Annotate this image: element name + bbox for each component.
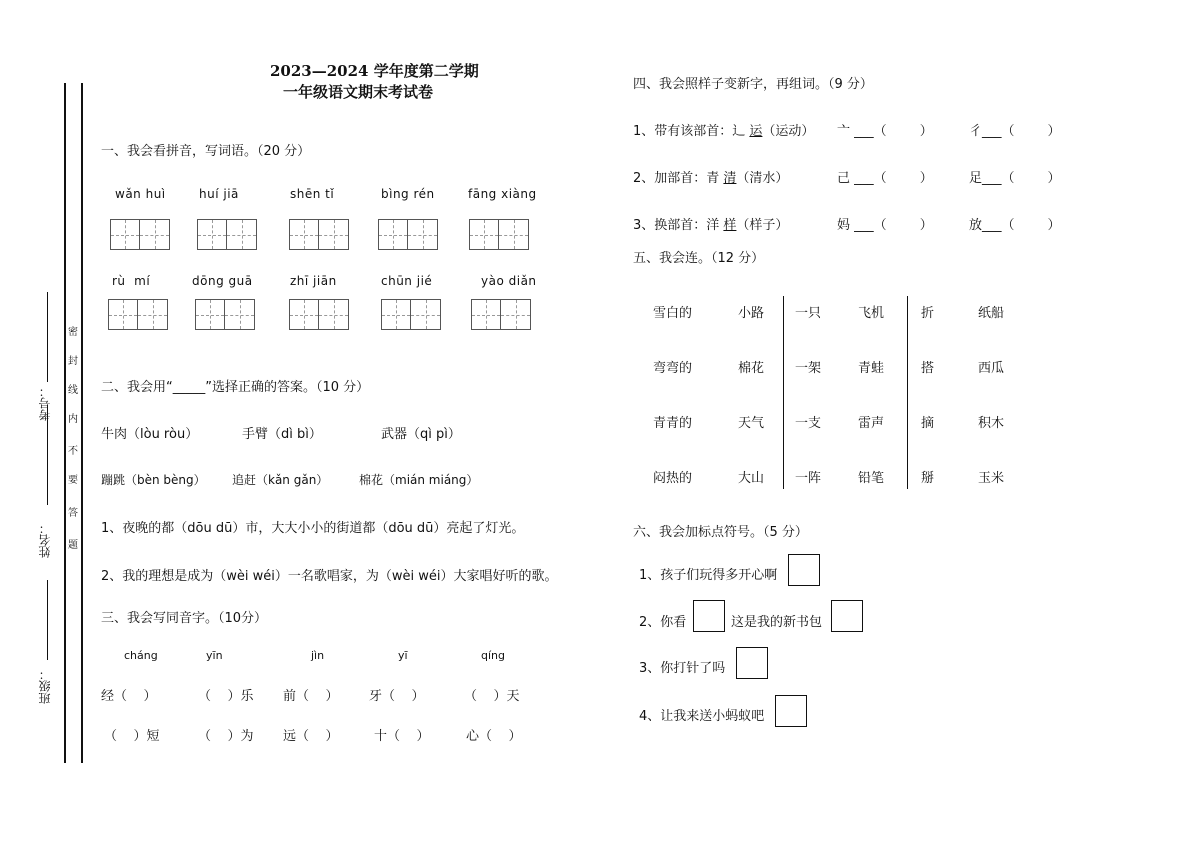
homophone-blank-row1[interactable]: 经（ ） (101, 689, 157, 704)
choice-item-5[interactable]: 追赶（kǎn gǎn） (232, 473, 329, 487)
seal-char: 不 (68, 446, 78, 457)
choice-item-6[interactable]: 棉花（mián miáng） (359, 473, 479, 487)
choice-item-2[interactable]: 手臂（dì bì） (242, 427, 322, 442)
punct-box-2b[interactable] (831, 600, 863, 632)
char-grid-row1[interactable] (197, 219, 257, 250)
pinyin-row1: fāng xiàng (468, 187, 537, 201)
punct-line-4: 4、让我来送小蚂蚁吧 (639, 709, 765, 724)
choice-item-1[interactable]: 牛肉（lòu ròu） (101, 427, 199, 442)
choice-sentence-2[interactable]: 2、我的理想是成为（wèi wéi）一名歌唱家，为（wèi wéi）大家唱好听的歌。 (101, 569, 558, 584)
pinyin-row1: huí jiā (199, 187, 239, 201)
char-grid-row2[interactable] (289, 299, 349, 330)
char-grid-row2[interactable] (195, 299, 255, 330)
punct-box-2a[interactable] (693, 600, 725, 632)
match-word-c2[interactable]: 大山 (738, 471, 765, 486)
homophone-pinyin: cháng (124, 649, 158, 662)
match-word-c4[interactable]: 铅笔 (858, 471, 885, 486)
grid-cell[interactable] (472, 300, 501, 329)
choice-item-4[interactable]: 蹦跳（bèn bèng） (101, 473, 206, 487)
match-word-c1[interactable]: 闷热的 (653, 471, 693, 486)
match-word-c5[interactable]: 搭 (921, 361, 935, 376)
radical-example: 清 (723, 171, 737, 186)
char-grid-row1[interactable] (110, 219, 170, 250)
grid-cell[interactable] (501, 300, 530, 329)
radical-blank-b[interactable]: 彳___（ ） (969, 124, 1061, 139)
match-word-c2[interactable]: 天气 (738, 416, 765, 431)
number-label: 考号： (38, 385, 52, 421)
exam-title-line1: 2023—2024 学年度第二学期 (270, 62, 479, 80)
grid-cell[interactable] (227, 220, 256, 249)
grid-cell[interactable] (290, 300, 319, 329)
homophone-pinyin: yīn (206, 649, 223, 662)
homophone-blank-row1[interactable]: （ ）天 (464, 689, 520, 704)
grid-cell[interactable] (379, 220, 408, 249)
match-word-c3[interactable]: 一阵 (795, 471, 822, 486)
radical-example: 样 (723, 218, 737, 233)
radical-example-word: （运动） (762, 124, 815, 139)
punct-line-2b: 这是我的新书包 (731, 615, 823, 630)
radical-prefix: 1、带有该部首：辶 (633, 124, 750, 139)
homophone-pinyin: qíng (481, 649, 505, 662)
grid-cell[interactable] (111, 220, 140, 249)
margin-line-outer (64, 83, 66, 763)
match-word-c6[interactable]: 西瓜 (978, 361, 1005, 376)
grid-cell[interactable] (198, 220, 227, 249)
char-grid-row1[interactable] (289, 219, 349, 250)
grid-cell[interactable] (499, 220, 528, 249)
radical-prefix: 3、换部首：洋 (633, 218, 724, 233)
section1-heading: 一、我会看拼音，写词语。（20 分） (101, 144, 311, 159)
section3-heading: 三、我会写同音字。（10分） (101, 611, 268, 626)
margin-line-inner (81, 83, 83, 763)
homophone-blank-row2[interactable]: 远（ ） (283, 729, 339, 744)
pinyin-row1: bìng rén (381, 187, 435, 201)
seal-char: 封 (68, 356, 78, 367)
homophone-pinyin: yī (398, 649, 408, 662)
radical-line (633, 167, 788, 186)
grid-cell[interactable] (319, 300, 348, 329)
exam-title-line2: 一年级语文期末考试卷 (283, 83, 434, 101)
radical-example-word: （清水） (736, 171, 789, 186)
seal-char: 题 (68, 540, 78, 551)
radical-blank-b[interactable]: 足___（ ） (969, 171, 1061, 186)
homophone-blank-row1[interactable]: 牙（ ） (369, 689, 425, 704)
radical-line (633, 120, 814, 139)
radical-example: 运 (749, 124, 763, 139)
name-label: 姓名： (38, 522, 52, 558)
section6-heading: 六、我会加标点符号。（5 分） (633, 525, 808, 540)
matching-divider-1 (783, 296, 784, 489)
seal-char: 答 (68, 508, 78, 519)
homophone-blank-row2[interactable]: 十（ ） (374, 729, 430, 744)
section4-heading: 四、我会照样子变新字，再组词。（9 分） (633, 77, 873, 92)
match-word-c1[interactable]: 弯弯的 (653, 361, 693, 376)
seal-char: 内 (68, 414, 78, 425)
match-word-c6[interactable]: 纸船 (978, 306, 1005, 321)
punct-line-1: 1、孩子们玩得多开心啊 (639, 568, 778, 583)
match-word-c1[interactable]: 青青的 (653, 416, 693, 431)
radical-example-word: （样子） (736, 218, 789, 233)
grid-cell[interactable] (140, 220, 169, 249)
homophone-blank-row2[interactable]: 心（ ） (466, 729, 522, 744)
match-word-c5[interactable]: 掰 (921, 471, 935, 486)
match-word-c3[interactable]: 一架 (795, 361, 822, 376)
punct-line-3: 3、你打针了吗 (639, 661, 726, 676)
grid-cell[interactable] (109, 300, 138, 329)
radical-blank-a[interactable]: 亠 ___（ ） (837, 124, 933, 139)
radical-blank-a[interactable]: 妈 ___（ ） (837, 218, 933, 233)
pinyin-row1: shēn tǐ (290, 187, 335, 201)
choice-sentence-1[interactable]: 1、夜晚的都（dōu dū）市，大大小小的街道都（dōu dū）亮起了灯光。 (101, 521, 525, 536)
pinyin-row2: zhī jiān (290, 274, 337, 288)
pinyin-row2: rù mí (112, 274, 151, 288)
radical-prefix: 2、加部首：青 (633, 171, 724, 186)
homophone-blank-row2[interactable]: （ ）短 (104, 729, 160, 744)
pinyin-row1: wǎn huì (115, 187, 166, 201)
match-word-c6[interactable]: 玉米 (978, 471, 1005, 486)
class-label: 班级： (38, 668, 52, 704)
pinyin-row2: dōng guā (192, 274, 253, 288)
homophone-blank-row1[interactable]: 前（ ） (283, 689, 339, 704)
grid-cell[interactable] (319, 220, 348, 249)
seal-char: 要 (68, 475, 78, 486)
punct-box-3[interactable] (736, 647, 768, 679)
seal-char: 线 (68, 385, 78, 396)
grid-cell[interactable] (196, 300, 225, 329)
match-word-c4[interactable]: 飞机 (858, 306, 885, 321)
grid-cell[interactable] (225, 300, 254, 329)
class-underline (47, 580, 48, 660)
grid-cell[interactable] (408, 220, 437, 249)
match-word-c1[interactable]: 雪白的 (653, 306, 693, 321)
grid-cell[interactable] (290, 220, 319, 249)
punct-box-4[interactable] (775, 695, 807, 727)
grid-cell[interactable] (382, 300, 411, 329)
homophone-blank-row2[interactable]: （ ）为 (198, 729, 254, 744)
radical-blank-b[interactable]: 放___（ ） (969, 218, 1061, 233)
section2-heading: 二、我会用“_____”选择正确的答案。（10 分） (101, 380, 370, 395)
match-word-c5[interactable]: 折 (921, 306, 935, 321)
char-grid-row1[interactable] (378, 219, 438, 250)
match-word-c2[interactable]: 棉花 (738, 361, 765, 376)
matching-divider-2 (907, 296, 908, 489)
radical-blank-a[interactable]: 己 ___（ ） (837, 171, 933, 186)
section5-heading: 五、我会连。（12 分） (633, 251, 765, 266)
homophone-pinyin: jìn (311, 649, 325, 662)
pinyin-row2: yào diǎn (481, 274, 537, 288)
match-word-c3[interactable]: 一只 (795, 306, 822, 321)
punct-box-1[interactable] (788, 554, 820, 586)
match-word-c5[interactable]: 摘 (921, 416, 935, 431)
grid-cell[interactable] (411, 300, 440, 329)
number-underline (47, 292, 48, 382)
char-grid-row2[interactable] (381, 299, 441, 330)
char-grid-row2[interactable] (471, 299, 531, 330)
choice-item-3[interactable]: 武器（qì pì） (381, 427, 461, 442)
homophone-blank-row1[interactable]: （ ）乐 (198, 689, 254, 704)
punct-line-2a: 2、你看 (639, 615, 687, 630)
grid-cell[interactable] (138, 300, 167, 329)
match-word-c4[interactable]: 青蛙 (858, 361, 885, 376)
radical-line (633, 214, 788, 233)
grid-cell[interactable] (470, 220, 499, 249)
match-word-c3[interactable]: 一支 (795, 416, 822, 431)
pinyin-row2: chūn jié (381, 274, 433, 288)
match-word-c2[interactable]: 小路 (738, 306, 765, 321)
char-grid-row2[interactable] (108, 299, 168, 330)
match-word-c6[interactable]: 积木 (978, 416, 1005, 431)
match-word-c4[interactable]: 雷声 (858, 416, 885, 431)
seal-char: 密 (68, 327, 78, 338)
char-grid-row1[interactable] (469, 219, 529, 250)
